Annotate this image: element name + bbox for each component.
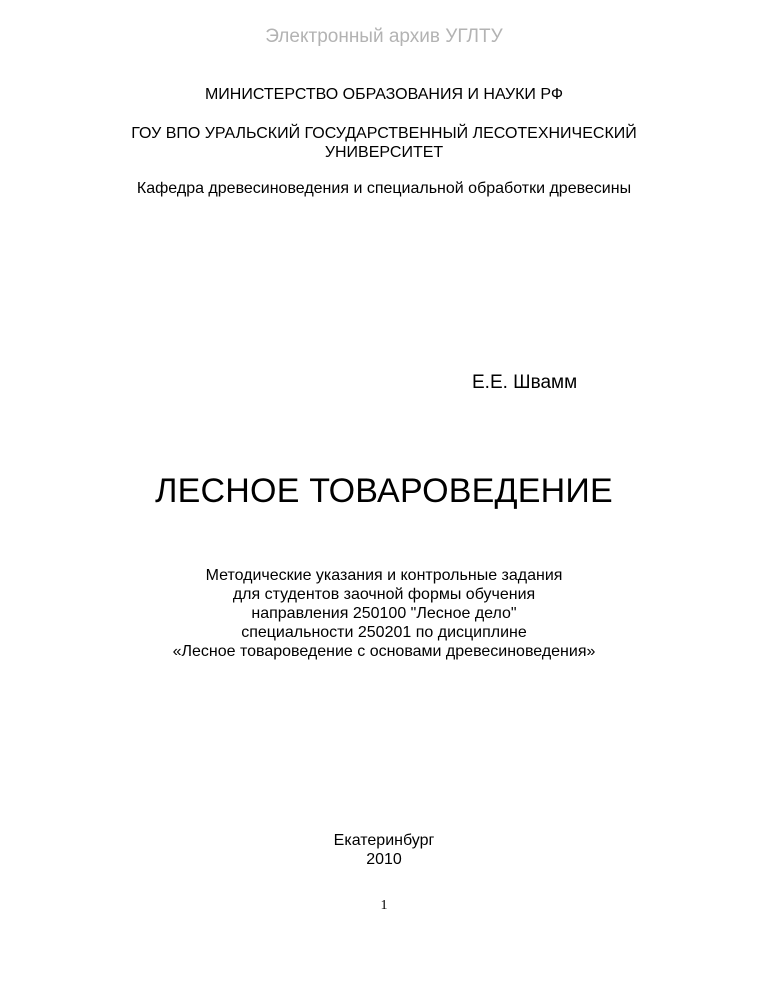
page-number: 1 <box>380 898 388 913</box>
department-name: Кафедра древесиноведения и специальной обработки древесины <box>136 180 632 197</box>
description-line: специальности 250201 по дисциплине <box>241 624 527 641</box>
university-name-line-2: УНИВЕРСИТЕТ <box>324 144 444 161</box>
description-line: Методические указания и контрольные задания <box>205 567 563 584</box>
university-name-line-1: ГОУ ВПО УРАЛЬСКИЙ ГОСУДАРСТВЕННЫЙ ЛЕСОТЕХНИЧЕСКИЙ <box>131 125 637 142</box>
ministry-heading: МИНИСТЕРСТВО ОБРАЗОВАНИЯ И НАУКИ РФ <box>204 86 564 103</box>
description-line: направления 250100 "Лесное дело" <box>251 605 517 622</box>
description-line: «Лесное товароведение с основами древесиноведения» <box>172 643 596 660</box>
description-line: для студентов заочной формы обучения <box>232 586 536 603</box>
publication-place <box>0 831 768 869</box>
publication-year: 2010 <box>366 851 402 868</box>
document-description <box>0 566 768 661</box>
document-title: ЛЕСНОЕ ТОВАРОВЕДЕНИЕ <box>155 472 613 510</box>
university-name <box>0 124 768 162</box>
author-name: Е.Е. Швамм <box>472 372 578 393</box>
publication-city: Екатеринбург <box>333 832 435 849</box>
watermark: Электронный архив УГЛТУ <box>265 26 503 47</box>
